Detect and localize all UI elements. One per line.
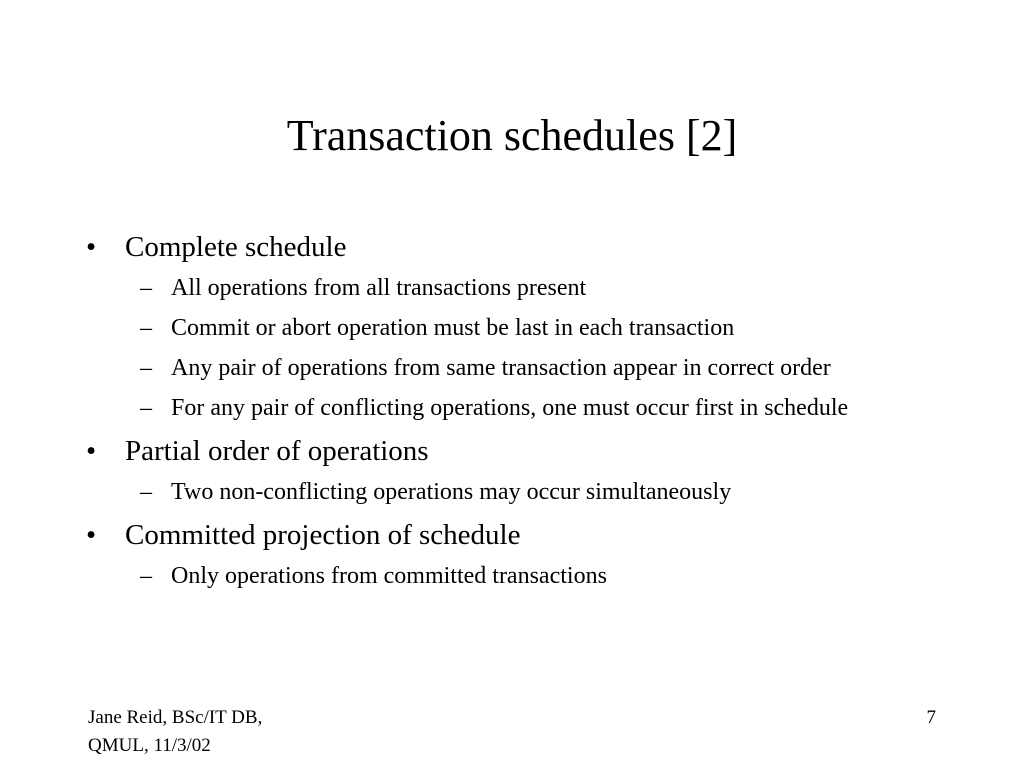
sub-bullet-item — [125, 272, 891, 304]
footer-author-line: Jane Reid, BSc/IT DB, — [88, 707, 263, 728]
sub-bullet-marker: – — [140, 479, 152, 505]
sub-bullet-text: Only operations from committed transactions — [171, 563, 607, 589]
sub-bullet-text: Two non-conflicting operations may occur simultaneously — [171, 479, 732, 505]
sub-bullet-item — [125, 476, 891, 508]
sub-bullet-marker: – — [140, 275, 152, 301]
bullet-item — [0, 516, 1024, 592]
bullet-marker: • — [86, 435, 97, 467]
bullet-item — [0, 228, 1024, 424]
sub-bullet-marker: – — [140, 355, 152, 381]
sub-bullet-text: All operations from all transactions present — [171, 275, 587, 301]
bullet-marker: • — [86, 231, 97, 263]
sub-bullet-list — [125, 560, 1024, 592]
sub-bullet-marker: – — [140, 563, 152, 589]
sub-bullet-item — [125, 312, 891, 344]
page-number: 7 — [926, 707, 936, 728]
sub-bullet-list — [125, 272, 1024, 424]
sub-bullet-text: Any pair of operations from same transaction appear in correct order — [171, 355, 831, 381]
bullet-marker: • — [86, 519, 97, 551]
footer-date-line: QMUL, 11/3/02 — [88, 735, 211, 756]
bullet-text: Complete schedule — [125, 231, 347, 263]
sub-bullet-item — [125, 392, 891, 424]
sub-bullet-text: For any pair of conflicting operations, one must occur first in schedule — [171, 395, 849, 421]
sub-bullet-item — [125, 560, 891, 592]
footer-author — [88, 704, 328, 760]
sub-bullet-item — [125, 352, 891, 384]
bullet-text: Partial order of operations — [125, 435, 429, 467]
sub-bullet-text: Commit or abort operation must be last in each transaction — [171, 315, 735, 341]
sub-bullet-list — [125, 476, 1024, 508]
bullet-item — [0, 432, 1024, 508]
sub-bullet-marker: – — [140, 315, 152, 341]
bullet-list — [0, 228, 1024, 600]
sub-bullet-marker: – — [140, 395, 152, 421]
bullet-text: Committed projection of schedule — [125, 519, 521, 551]
slide-title: Transaction schedules [2] — [286, 111, 738, 160]
